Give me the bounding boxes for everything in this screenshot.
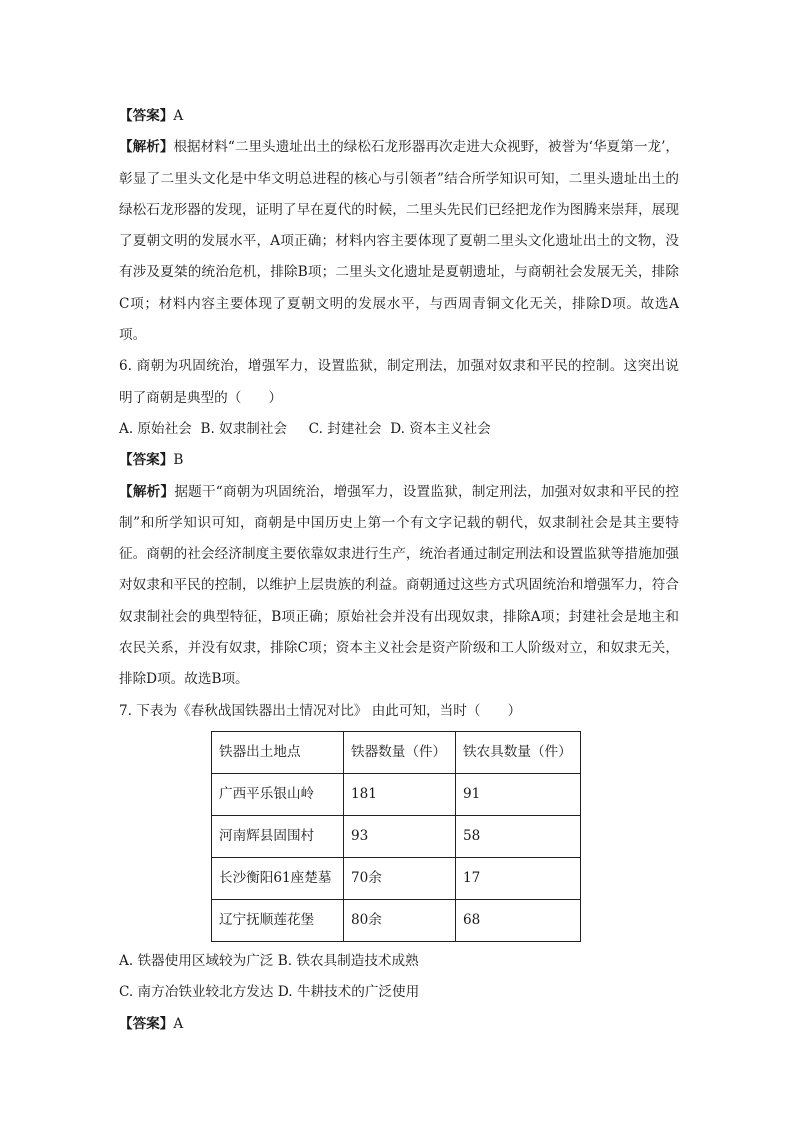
q6-stem: 6. 商朝为巩固统治，增强军力，设置监狱，制定刑法，加强对奴隶和平民的控制。这突出说明了商朝是典型的（ ）: [119, 358, 679, 406]
answer-value: A: [173, 1015, 184, 1032]
answer-tag: 【答案】: [119, 1015, 174, 1032]
table-row: [212, 899, 581, 941]
q5-answer: [119, 101, 679, 132]
q7-stem: 7. 下表为《春秋战国铁器出土情况对比》 由此可知，当时（ ）: [119, 702, 522, 719]
table-header-cell: 铁农具数量（件）: [456, 731, 581, 773]
table-cell: 80余: [344, 899, 456, 941]
table-cell: 181: [344, 773, 456, 815]
analysis-tag: 【解析】: [119, 139, 174, 156]
answer-tag: 【答案】: [119, 452, 174, 469]
analysis-text: 据题干“商朝为巩固统治，增强军力，设置监狱，制定刑法，加强对奴隶和平民的控制”和所学知识可知，商朝是中国历史上第一个有文字记载的朝代，奴隶制社会是其主要特征。商朝的社会经济制度主要依靠奴隶进行生产，统治者通过制定刑法和设置监狱等措施加强对奴隶和平民的控制，以维护上层贵族的利益。商朝通过这些方式巩固统治和增强军力，符合奴隶制社会的典型特征，B项正确；原始社会并没有出现奴隶，排除A项；封建社会是地主和农民关系，并没有奴隶，排除C项；资本主义社会是资产阶级和工人阶级对立，和奴隶无关，排除D项。故选B项。: [119, 483, 680, 688]
q7-answer: [119, 1009, 679, 1040]
q6-options: A. 原始社会 B. 奴隶制社会 C. 封建社会 D. 资本主义社会: [119, 420, 491, 437]
table-cell: 68: [456, 899, 581, 941]
table-cell: 93: [344, 815, 456, 857]
q6-answer: [119, 445, 679, 476]
table-cell: 70余: [344, 857, 456, 899]
document-content: [119, 101, 679, 1040]
table-cell: 河南辉县固围村: [212, 815, 344, 857]
table-header-cell: 铁器数量（件）: [344, 731, 456, 773]
answer-tag: 【答案】: [119, 108, 174, 124]
table-cell: 91: [456, 773, 581, 815]
table-header-row: [212, 731, 581, 773]
iron-artifacts-table: [211, 731, 581, 942]
table-cell: 58: [456, 815, 581, 857]
table-row: [212, 773, 581, 815]
answer-value: B: [173, 452, 184, 469]
q6-analysis: [119, 477, 679, 696]
table-cell: 辽宁抚顺莲花堡: [212, 899, 344, 941]
q7-options-line2: C. 南方冶铁业较北方发达 D. 牛耕技术的广泛使用: [119, 984, 420, 1001]
table-cell: 广西平乐银山岭: [212, 773, 344, 815]
q7-options-line1: A. 铁器使用区域较为广泛 B. 铁农具制造技术成熟: [119, 952, 419, 969]
analysis-text: 根据材料“二里头遗址出土的绿松石龙形器再次走进大众视野，被誉为‘华夏第一龙’，彰显了二里头文化是中华文明总进程的核心与引领者”结合所学知识可知，二里头遗址出土的绿松石龙形器的发现，证明了早在夏代的时候，二里头先民们已经把龙作为图腾来崇拜，展现了夏朝文明的发展水平，A项正确；材料内容主要体现了夏朝二里头文化遗址出土的文物，没有涉及夏桀的统治危机，排除B项；二里头文化遗址是夏朝遗址，与商朝社会发展无关，排除C项；材料内容主要体现了夏朝文明的发展水平，与西周青铜文化无关，排除D项。故选A项。: [119, 139, 679, 344]
table-cell: 长沙衡阳61座楚墓: [212, 857, 344, 899]
table-header-cell: 铁器出土地点: [212, 731, 344, 773]
table-row: [212, 857, 581, 899]
answer-value: A: [173, 108, 184, 124]
analysis-tag: 【解析】: [119, 483, 175, 500]
table-cell: 17: [456, 857, 581, 899]
q5-analysis: [119, 132, 679, 351]
table-row: [212, 815, 581, 857]
